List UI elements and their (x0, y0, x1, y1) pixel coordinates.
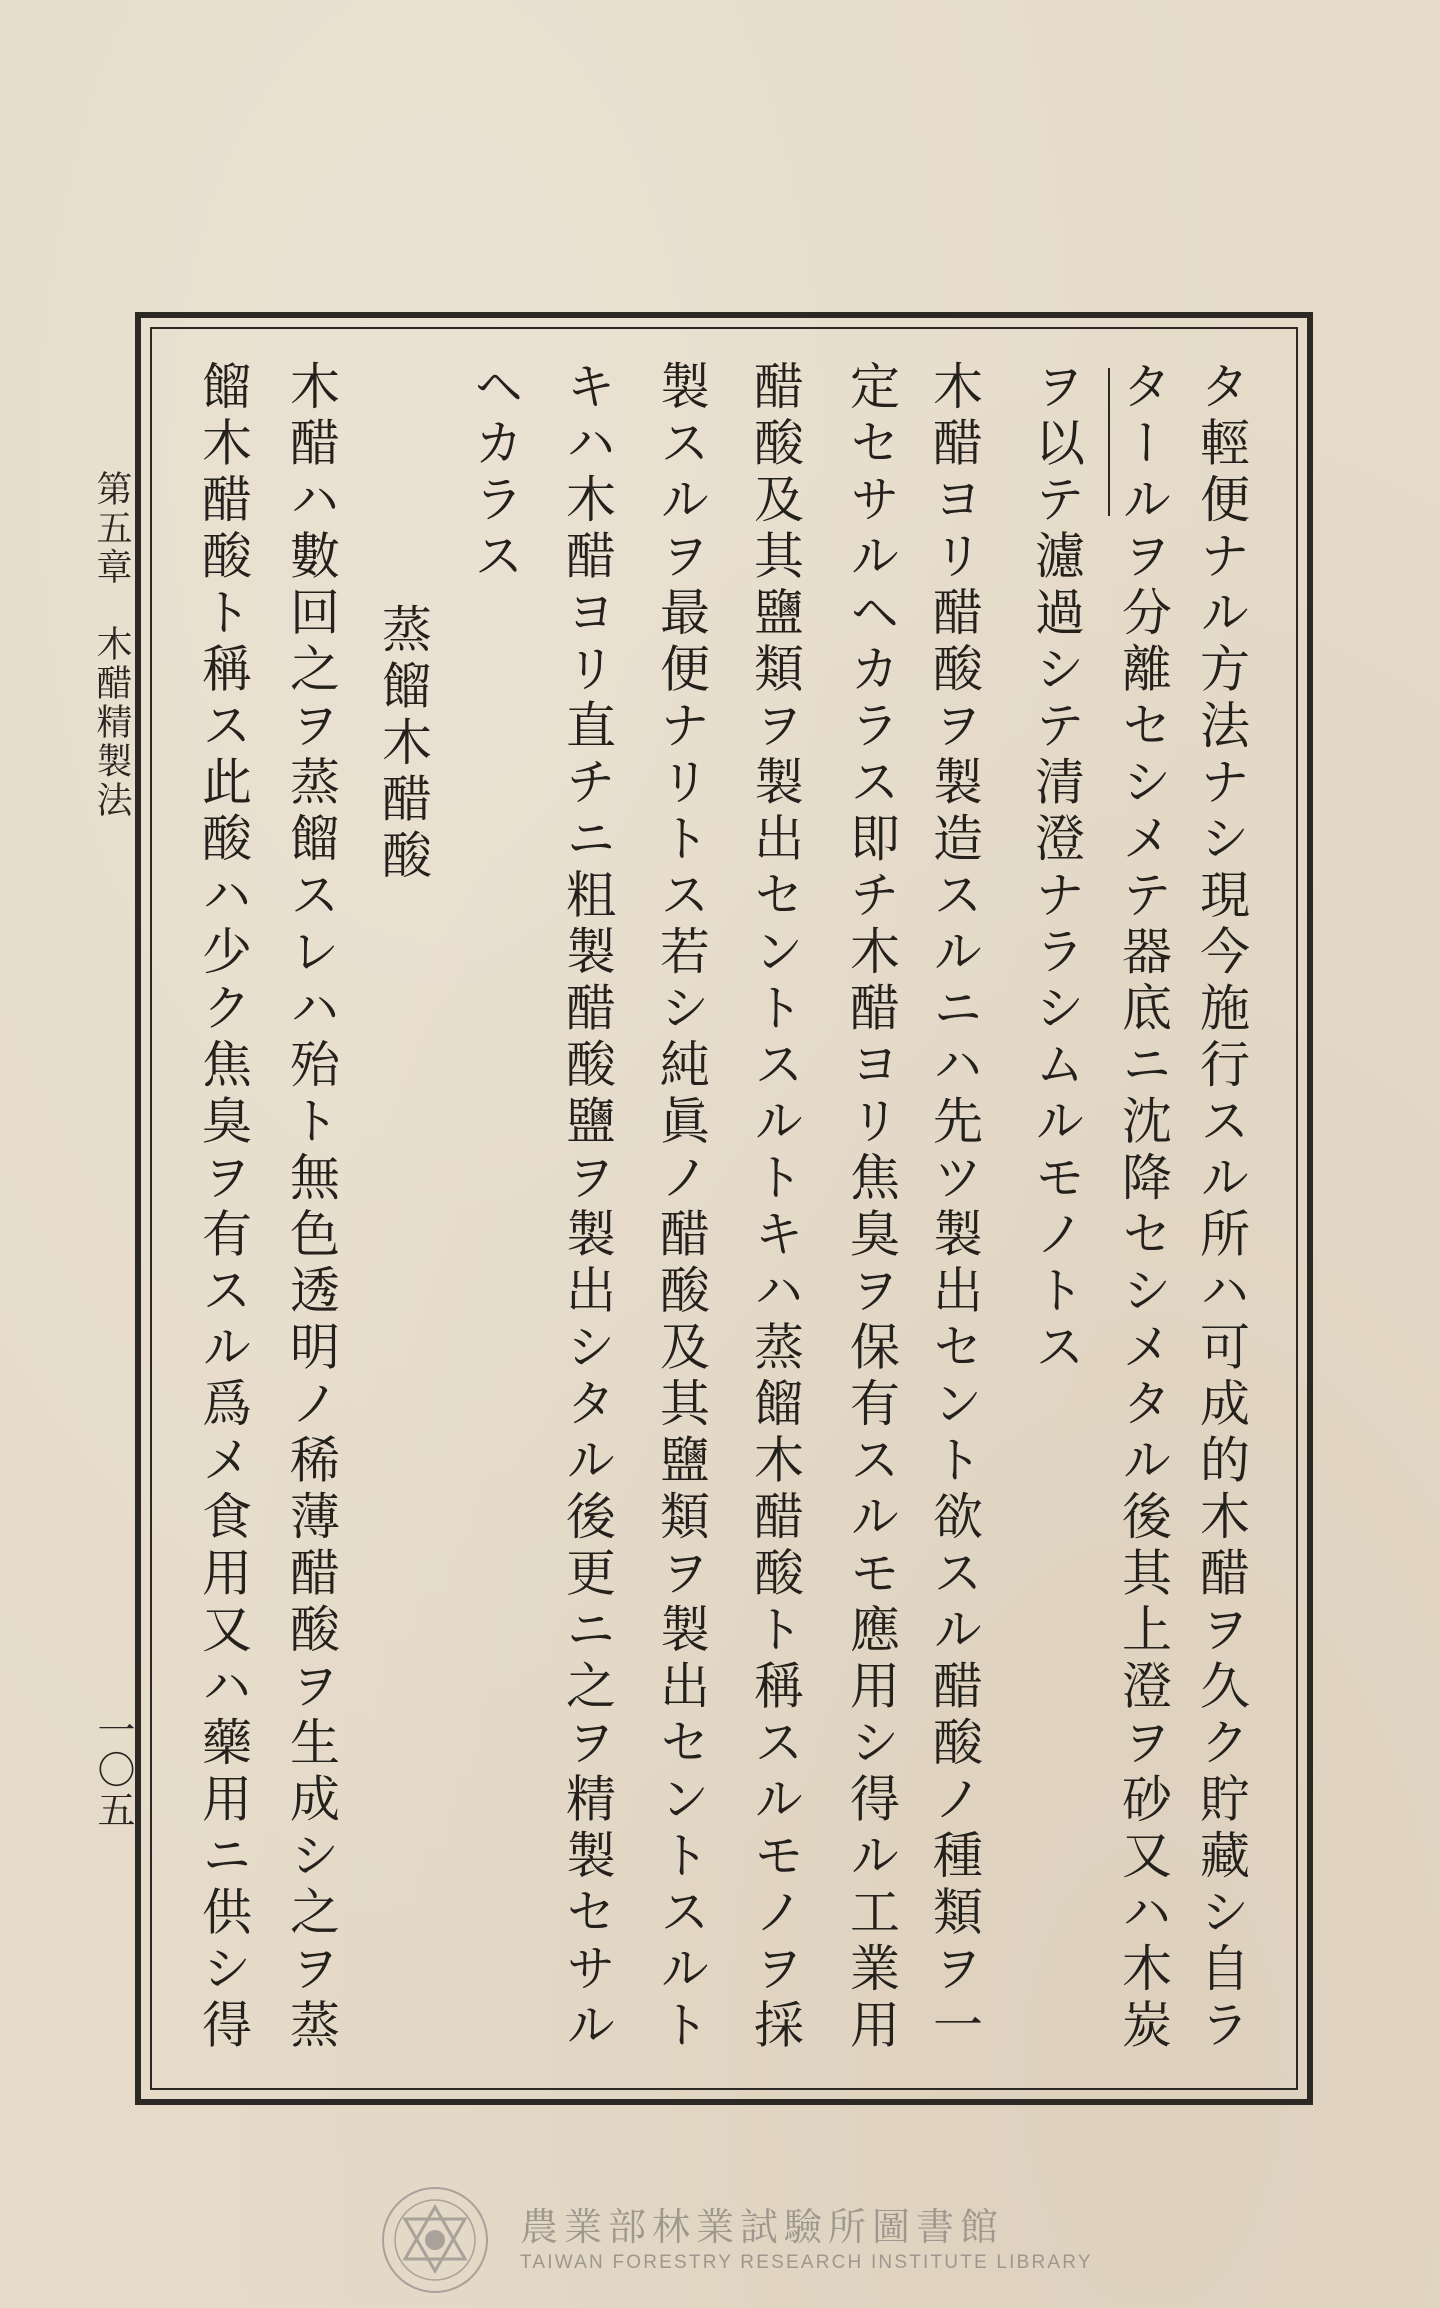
page-number: 一〇五 (91, 1710, 135, 1830)
running-head-title: 木醋精製法 (91, 625, 132, 820)
text-column-3: ヲ以テ濾過シテ清澄ナラシムルモノトス (1027, 360, 1085, 1377)
text-column-2: タールヲ分離セシメテ器底ニ沈降セシメタル後其上澄ヲ砂又ハ木炭 (1114, 360, 1172, 2055)
text-column-6: 醋酸及其鹽類ヲ製出セントスルトキハ蒸餾木醋酸ト稱スルモノヲ採 (746, 360, 804, 2055)
running-head (86, 470, 137, 820)
library-seal-icon (380, 2185, 490, 2295)
text-column-7: 製スルヲ最便ナリトス若シ純眞ノ醋酸及其鹽類ヲ製出セントスルト (652, 360, 710, 2055)
text-column-9: ヘカラス (466, 360, 524, 586)
text-column-4: 木醋ヨリ醋酸ヲ製造スルニハ先ツ製出セント欲スル醋酸ノ種類ヲ一 (925, 360, 983, 2055)
text-column-5: 定セサルヘカラス即チ木醋ヨリ焦臭ヲ保有スルモ應用シ得ル工業用 (842, 360, 900, 2055)
column-divider-rule (1108, 368, 1110, 516)
section-heading: 蒸餾木醋酸 (374, 490, 432, 886)
library-name-en: TAIWAN FORESTRY RESEARCH INSTITUTE LIBRARY (520, 2252, 1093, 2273)
text-column-12: 餾木醋酸ト稱ス此酸ハ少ク焦臭ヲ有スル爲メ食用又ハ藥用ニ供シ得 (194, 360, 252, 2055)
text-column-11: 木醋ハ數回之ヲ蒸餾スレハ殆ト無色透明ノ稀薄醋酸ヲ生成シ之ヲ蒸 (282, 360, 340, 2055)
text-column-1: タ輕便ナル方法ナシ現今施行スル所ハ可成的木醋ヲ久ク貯藏シ自ラ (1192, 360, 1250, 2055)
library-name-cn: 農業部林業試驗所圖書館 (520, 2205, 1005, 2249)
running-head-chapter: 第五章 (91, 470, 132, 587)
text-column-8: キハ木醋ヨリ直チニ粗製醋酸鹽ヲ製出シタル後更ニ之ヲ精製セサル (558, 360, 616, 2055)
